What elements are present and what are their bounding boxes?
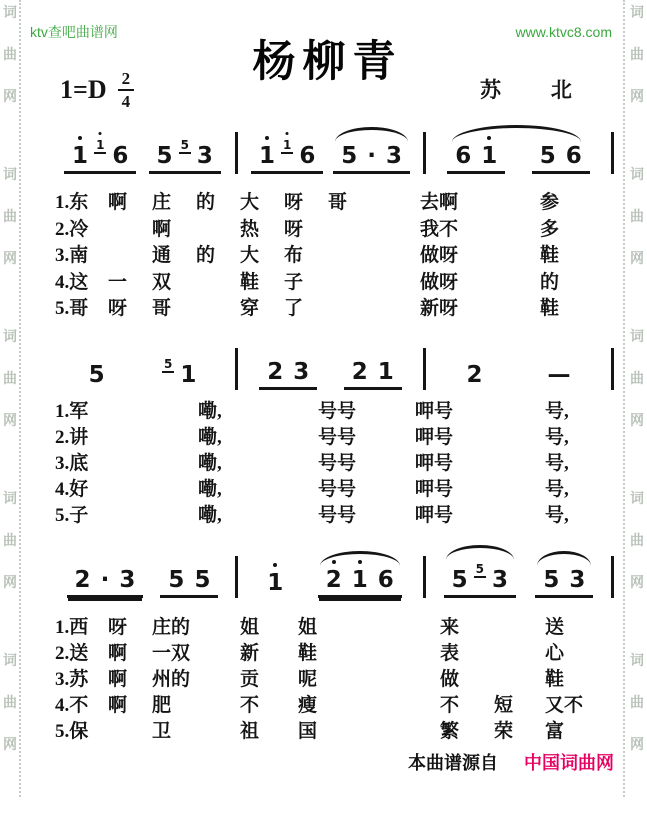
lyric-cell: 多	[540, 218, 560, 240]
measure	[426, 561, 611, 600]
lyric-cell: 去啊	[420, 192, 459, 213]
note-digit: 1	[476, 145, 502, 168]
note-group	[444, 561, 516, 598]
key-label: 1=D	[60, 75, 107, 104]
lyric-cell: 鞋	[540, 298, 560, 320]
note-digit: ·	[367, 143, 377, 169]
lyric-cell: 号号	[318, 453, 357, 474]
lyric-cell: 庄	[152, 192, 172, 213]
barline	[611, 132, 614, 174]
lyric-cell: 号,	[545, 401, 569, 422]
note-group	[259, 359, 317, 390]
notation-line-1	[50, 112, 614, 176]
lyric-cell: 热	[240, 218, 260, 240]
barline	[611, 348, 614, 390]
lyric-cell: 心	[545, 643, 565, 664]
note-group	[535, 567, 593, 598]
measure	[426, 362, 611, 392]
lyric-cell: 5.哥	[55, 298, 89, 320]
lyric-cell: 了	[284, 298, 304, 320]
measure	[50, 567, 235, 600]
note-digit: 5	[168, 567, 185, 593]
lyric-cell: 4.这	[55, 271, 89, 293]
slur-arc	[537, 551, 591, 566]
lyric-cell: 一双	[152, 643, 191, 664]
region-label: 苏 北	[480, 79, 594, 102]
lyric-cell: 穿	[240, 298, 260, 320]
watermark-char: 曲	[3, 210, 17, 225]
note-digit: 1	[347, 569, 373, 592]
lyric-cell: 瘦	[298, 695, 318, 716]
grace-note: 5	[180, 138, 189, 152]
note-digit: 5	[194, 567, 211, 593]
watermark-char: 网	[3, 414, 17, 429]
slur-arc	[446, 545, 514, 560]
note-digit: 1	[180, 362, 197, 388]
lyric-cell: 呷号	[415, 427, 454, 448]
note-group	[251, 137, 323, 174]
note-group	[259, 570, 291, 598]
lyric-cell: 5.保	[55, 721, 89, 742]
lyric-cell: 国	[298, 721, 318, 742]
measure	[238, 567, 423, 600]
lyric-cell: 呷号	[415, 453, 454, 474]
score-sheet	[30, 0, 618, 797]
watermark-char: 曲	[630, 696, 644, 711]
lyric-cell: 4.好	[55, 479, 89, 500]
note-digit: 5	[156, 143, 173, 169]
lyric-cell: 的	[540, 271, 560, 293]
watermark-char: 曲	[630, 48, 644, 63]
note-digit: 3	[492, 567, 509, 593]
lyric-cell: 呀	[284, 218, 304, 240]
note-group	[458, 362, 490, 390]
lyric-cell: 号号	[318, 505, 357, 526]
lyric-cell: 的	[196, 245, 216, 267]
lyric-cell: 来	[440, 617, 460, 638]
note-digit: 5	[451, 567, 468, 593]
notation-line-3	[50, 536, 614, 600]
lyrics-block-3	[55, 616, 625, 746]
grace-note: 1	[96, 138, 105, 152]
grace-note: 1	[282, 138, 292, 152]
grace-note: 5	[475, 562, 485, 576]
note-digit: ·	[100, 567, 110, 593]
lyric-cell: 啊	[152, 218, 172, 240]
lyric-cell: 的	[196, 192, 216, 213]
note-group	[532, 143, 590, 174]
lyric-cell: 鞋	[298, 643, 318, 664]
slur-arc	[335, 127, 408, 142]
watermark-char: 词	[630, 654, 644, 669]
watermark-char: 曲	[3, 696, 17, 711]
lyric-cell: 繁	[440, 721, 460, 742]
note-group	[539, 362, 578, 390]
watermark-char: 词	[630, 168, 644, 183]
lyric-cell: 一	[108, 271, 128, 293]
note-group	[333, 143, 410, 174]
lyric-cell: 又不	[545, 695, 584, 716]
lyric-cell: 新	[240, 643, 260, 664]
note-digit: 2	[351, 359, 368, 385]
lyric-cell: 鞋	[240, 271, 260, 293]
lyric-cell: 呷号	[415, 479, 454, 500]
lyric-cell: 布	[284, 245, 304, 267]
lyric-cell: 州的	[152, 669, 191, 690]
note-digit: 6	[299, 143, 316, 169]
lyric-cell: 不	[240, 695, 260, 716]
lyric-cell: 1.军	[55, 401, 89, 422]
lyric-cell: 号,	[545, 427, 569, 448]
lyric-cell: 号,	[545, 453, 569, 474]
lyric-cell: 2.讲	[55, 427, 89, 448]
note-digit: 3	[196, 143, 213, 169]
note-group	[67, 567, 144, 598]
measure	[50, 137, 235, 176]
watermark-char: 词	[630, 492, 644, 507]
lyrics-block-2	[55, 400, 615, 530]
site-url-link[interactable]: www.ktvc8.com	[515, 24, 612, 40]
note-group	[81, 362, 113, 390]
lyric-cell: 表	[440, 643, 460, 664]
source-label: 本曲谱源自	[408, 753, 498, 773]
lyric-cell: 短	[494, 695, 514, 716]
lyric-cell: 送	[545, 617, 565, 638]
lyric-cell: 通	[152, 245, 172, 267]
grace-note: 5	[163, 357, 173, 371]
watermark-char: 网	[630, 252, 644, 267]
lyric-cell: 做呀	[420, 271, 459, 293]
time-signature-denominator: 4	[121, 92, 131, 111]
lyric-cell: 嘞,	[198, 427, 222, 448]
watermark-char: 网	[630, 738, 644, 753]
note-digit: 6	[455, 143, 472, 169]
watermark-char: 词	[3, 492, 17, 507]
note-group	[158, 356, 204, 390]
note-digit: 2	[466, 362, 483, 388]
left-border-dotted-line	[19, 0, 21, 797]
note-digit: 1	[254, 145, 280, 168]
site-name-link[interactable]: ktv查吧曲谱网	[30, 24, 118, 40]
note-digit: 3	[293, 359, 310, 385]
lyric-cell: 号,	[545, 479, 569, 500]
lyric-cell: 新呀	[420, 298, 459, 320]
note-group	[344, 359, 402, 390]
watermark-char: 网	[3, 252, 17, 267]
lyrics-block-1	[55, 191, 620, 324]
watermark-char: 曲	[630, 210, 644, 225]
note-group	[447, 143, 505, 174]
watermark-char: 网	[630, 414, 644, 429]
lyric-cell: 哥	[328, 192, 348, 213]
watermark-char: 网	[3, 576, 17, 591]
watermark-char: 曲	[3, 48, 17, 63]
note-digit: 5	[539, 143, 556, 169]
source-site-link[interactable]: 中国词曲网	[524, 753, 614, 773]
slur-arc	[452, 125, 581, 142]
song-title: 杨柳青	[252, 38, 403, 86]
lyric-cell: 鞋	[545, 669, 565, 690]
note-group	[318, 567, 402, 598]
watermark-char: 词	[3, 6, 17, 21]
lyric-cell: 大	[240, 245, 260, 267]
note-digit: 3	[569, 567, 586, 593]
lyric-cell: 啊	[108, 192, 128, 213]
watermark-char: 网	[630, 576, 644, 591]
lyric-cell: 呷号	[415, 505, 454, 526]
note-digit: 1	[377, 359, 394, 385]
measure	[238, 359, 423, 392]
lyric-cell: 姐	[240, 617, 260, 638]
barline	[611, 556, 614, 598]
lyric-cell: 庄的	[152, 617, 191, 638]
lyric-cell: 5.子	[55, 505, 89, 526]
note-digit: 2	[267, 359, 284, 385]
lyric-cell: 姐	[298, 617, 318, 638]
lyric-cell: 我不	[420, 218, 459, 240]
lyric-cell: 哥	[152, 298, 172, 320]
note-digit: 6	[377, 567, 394, 593]
watermark-char: 词	[3, 168, 17, 183]
time-signature-numerator: 2	[118, 70, 135, 91]
lyric-cell: 号,	[545, 505, 569, 526]
lyric-cell: 卫	[152, 721, 172, 742]
lyric-cell: 嘞,	[198, 453, 222, 474]
lyric-cell: 嘞,	[198, 479, 222, 500]
note-group	[160, 567, 218, 598]
lyric-cell: 大	[240, 192, 260, 213]
lyric-cell: 啊	[108, 669, 128, 690]
note-digit: 1	[67, 145, 93, 168]
lyric-cell: 呀	[108, 617, 128, 638]
lyric-cell: 呢	[298, 669, 318, 690]
note-digit: 1	[262, 572, 288, 595]
lyric-cell: 肥	[152, 695, 172, 716]
note-digit: 6	[565, 143, 582, 169]
lyric-cell: 双	[152, 271, 172, 293]
watermark-char: 曲	[3, 534, 17, 549]
watermark-char: 曲	[3, 372, 17, 387]
note-digit: 2	[321, 569, 347, 592]
lyric-cell: 鞋	[540, 245, 560, 267]
lyric-cell: 1.西	[55, 617, 89, 638]
watermark-char: 网	[3, 738, 17, 753]
lyric-cell: 荣	[494, 721, 514, 742]
watermark-char: 词	[3, 330, 17, 345]
lyric-cell: 子	[284, 271, 304, 293]
lyric-cell: 祖	[240, 721, 260, 742]
note-digit: 5	[88, 362, 105, 388]
lyric-cell: 贡	[240, 669, 260, 690]
note-digit: 2	[74, 567, 91, 593]
note-digit: 3	[386, 143, 403, 169]
lyric-cell: 不	[440, 695, 460, 716]
watermark-char: 词	[3, 654, 17, 669]
lyric-cell: 号号	[318, 427, 357, 448]
lyric-cell: 富	[545, 721, 565, 742]
lyric-cell: 做呀	[420, 245, 459, 267]
lyric-cell: 2.送	[55, 643, 89, 664]
lyric-cell: 呀	[284, 192, 304, 213]
watermark-char: 曲	[630, 534, 644, 549]
watermark-char: 网	[630, 90, 644, 105]
lyric-cell: 呷号	[415, 401, 454, 422]
source-attribution	[30, 749, 618, 775]
lyric-cell: 3.底	[55, 453, 89, 474]
key-time-signature	[60, 70, 134, 110]
note-digit: 3	[119, 567, 136, 593]
note-digit: 5	[341, 143, 358, 169]
lyric-cell: 啊	[108, 643, 128, 664]
lyric-cell: 嘞,	[198, 505, 222, 526]
measure	[50, 356, 235, 392]
lyric-cell: 1.东	[55, 192, 89, 213]
lyric-cell: 3.南	[55, 245, 89, 267]
measure	[238, 137, 423, 176]
note-digit: —	[547, 362, 571, 388]
left-watermark-column	[1, 6, 19, 816]
watermark-char: 词	[630, 6, 644, 21]
lyric-cell: 号号	[318, 479, 357, 500]
note-digit: 6	[112, 143, 129, 169]
lyric-cell: 啊	[108, 695, 128, 716]
lyric-cell: 号号	[318, 401, 357, 422]
lyric-cell: 参	[540, 192, 560, 213]
time-signature	[118, 70, 135, 110]
lyric-cell: 3.苏	[55, 669, 89, 690]
note-group	[64, 137, 136, 174]
notation-line-2	[50, 328, 614, 392]
watermark-char: 曲	[630, 372, 644, 387]
lyric-cell: 呀	[108, 298, 128, 320]
right-watermark-column	[628, 6, 646, 816]
watermark-char: 词	[630, 330, 644, 345]
note-group	[149, 137, 221, 174]
lyric-cell: 嘞,	[198, 401, 222, 422]
lyric-cell: 做	[440, 669, 460, 690]
lyric-cell: 2.冷	[55, 218, 89, 240]
measure	[426, 143, 611, 176]
note-digit: 5	[543, 567, 560, 593]
watermark-char: 网	[3, 90, 17, 105]
lyric-cell: 4.不	[55, 695, 89, 716]
